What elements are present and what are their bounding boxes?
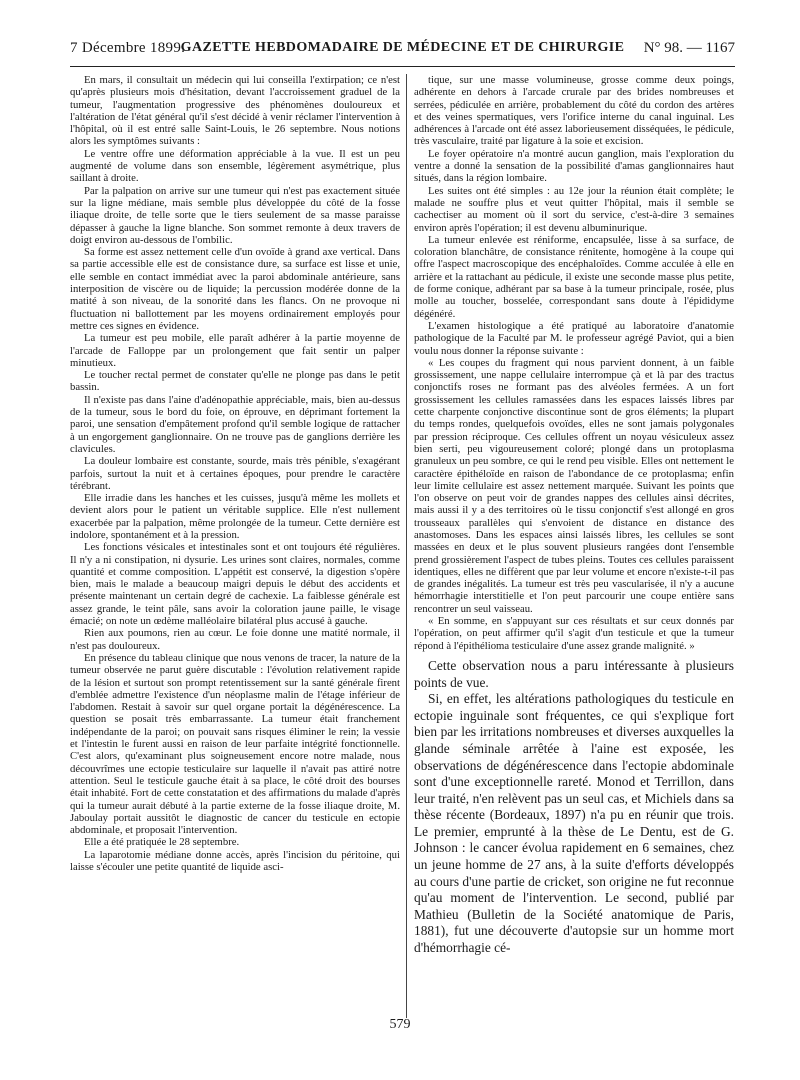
journal-title: GAZETTE HEBDOMADAIRE DE MÉDECINE ET DE CHIRURGIE xyxy=(180,40,625,55)
paragraph: Il n'existe pas dans l'aine d'adénopathie appréciable, mais, bien au-dessus de la tumeur, sous le bord du foie, on éprouve, en déprimant fortement la paroi, une sensation d'empâtement profond qu'il semble logique de rattacher à un engorgement ganglionnaire. On ne trouve pas de ganglions derrière les clavicules. xyxy=(70,393,400,455)
paragraph: L'examen histologique a été pratiqué au laboratoire d'anatomie pathologique de la Faculté par M. le professeur agrégé Paviot, qui a bien voulu nous donner la réponse suivante : xyxy=(414,319,734,357)
paragraph: Les suites ont été simples : au 12e jour la réunion était complète; le malade ne souffre plus et veut quitter l'hôpital, mais il semble se cachectiser au moment où il sort du service, c'est-à-dire 3 semaines environ après l'opération; il est devenu albuminurique. xyxy=(414,184,734,234)
quoted-paragraph: « En somme, en s'appuyant sur ces résultats et sur ceux donnés par l'opération, on peut affirmer qu'il s'agit d'un testicule et que la tumeur répond à l'épithélioma testiculaire d'une assez grande malignité. » xyxy=(414,615,734,652)
paragraph: La tumeur est peu mobile, elle paraît adhérer à la partie moyenne de l'arcade de Falloppe par un prolongement que fait sentir un palper minutieux. xyxy=(70,332,400,369)
paragraph: Le toucher rectal permet de constater qu'elle ne plonge pas dans le petit bassin. xyxy=(70,369,400,394)
column-divider xyxy=(406,74,407,1018)
paragraph: Sa forme est assez nettement celle d'un ovoïde à grand axe vertical. Dans sa partie accessible elle est de consistance dure, sa surface est lisse et unie, elle semble en contact immédiat avec la paroi abdominale antérieure, sans interposition de viscère ou de liquide; la percussion modérée donne de la matité à son niveau, de la sonorité dans les flancs. On ne provoque ni fluctuation ni ballottement par les moyens ordinairement employés pour mettre ces signes en évidence. xyxy=(70,246,400,332)
paragraph: Si, en effet, les altérations pathologiques du testicule en ectopie inguinale sont fréquentes, ce qui s'explique fort bien par les irritations nombreuses et diverses auxquelles la glande séminale arrêtée à l'aine est exposée, les observations de dégénérescence dans l'ectopie abdominale sont d'une exceptionnelle rareté. Monod et Terrillon, dans leur traité, n'en relèvent pas un seul cas, et Michiels dans sa thèse récente (Bordeaux, 1897) n'a pu en réunir que trois. Le premier, emprunté à la thèse de Le Dentu, est de G. Johnson : le cancer évolua rapidement en 6 semaines, chez un jeune homme de 27 ans, à la suite d'efforts développés au cours d'une partie de cricket, son origine ne fut reconnue qu'au moment de l'intervention. Le second, publié par Mathieu (Bulletin de la Société anatomique de Paris, 1881), fut une découverte d'autopsie sur un homme mort d'hémorrhagie cé- xyxy=(414,691,734,956)
paragraph: En présence du tableau clinique que nous venons de tracer, la nature de la tumeur observée ne parut guère discutable : l'évolution relativement rapide de la lésion et surtout son prompt retentissement sur la santé générale firent d'emblée admettre l'existence d'un néoplasme malin de l'étage inférieur de l'abdomen. Restait à savoir sur quel organe portait la dégénérescence. La question se posait très embarrassante. La tumeur était franchement indépendante de la paroi; on pouvait sans risques éliminer le rein; la vessie et l'intestin le furent aussi en raison de leur parfaite intégrité fonctionnelle. C'est alors, qu'examinant plus soigneusement encore notre malade, nous découvrîmes une ectopie testiculaire sur laquelle il n'avait pas attiré notre attention. Seul le testicule gauche était à sa place, le côté droit des bourses était inhabité. Fort de cette constatation et des affirmations du malade d'après qui la tumeur aurait débuté à la partie externe de la fosse iliaque droite, M. Jaboulay portait aussitôt le diagnostic de cancer du testicule en ectopie abdominale, et proposait l'intervention. xyxy=(70,651,400,837)
paragraph: Les fonctions vésicales et intestinales sont et ont toujours été régulières. Il n'y a ni constipation, ni dysurie. Les urines sont claires, normales, comme quantité et comme composition. L'appétit est conservé, la digestion s'opère bien, mais le malade a beaucoup maigri depuis le début des accidents et présente maintenant un certain degré de cachexie. La faiblesse générale est assez grande, le teint pâle, sans avoir la coloration jaune paille, le visage émacié; on note un œdème malléolaire bilatéral plus accusé à gauche. xyxy=(70,541,400,628)
paragraph: En mars, il consultait un médecin qui lui conseilla l'extirpation; ce n'est qu'après plusieurs mois d'hésitation, devant l'accroissement graduel de la tumeur, l'augmentation progressive des phénomènes douloureux et l'altération de l'état général qu'il s'est décidé à venir réclamer l'intervention à l'hôpital, où il est entré salle Saint-Louis, le 26 septembre. Nous notions alors les symptômes suivants : xyxy=(70,74,400,148)
paragraph: La tumeur enlevée est réniforme, encapsulée, lisse à sa surface, de coloration blanchâtre, de consistance rénitente, homogène à la coupe qui offre l'aspect macroscopique des encéphaloïdes. Comme acculée à elle en arrière et la rattachant au pédicule, il existe une seconde masse plus petite, de forme conique, adhérant par sa base à la tumeur principale, rosée, plus molle au toucher, bosselée, correspondant sans doute à l'épididyme dégénéré. xyxy=(414,233,734,320)
left-column xyxy=(70,74,400,1018)
header-rule xyxy=(70,66,735,67)
paragraph: Rien aux poumons, rien au cœur. Le foie donne une matité normale, il n'est pas douloureux. xyxy=(70,627,400,652)
issue-date: 7 Décembre 1899. xyxy=(70,40,186,56)
paragraph: Elle a été pratiquée le 28 septembre. xyxy=(84,836,240,849)
paragraph: Le foyer opératoire n'a montré aucun ganglion, mais l'exploration du ventre a donné la sensation de la possibilité d'amas ganglionnaires haut situés, dans la région lombaire. xyxy=(414,147,734,185)
page-header xyxy=(70,38,735,60)
right-column xyxy=(414,74,734,1018)
paragraph: Elle irradie dans les hanches et les cuisses, jusqu'à même les mollets et devient alors pour le patient un véritable supplice. Elle n'est nullement exacerbée par la palpation, même prolongée de la tumeur. Cette dernière est indolore, spontanément et à la pression. xyxy=(70,492,400,541)
paragraph: La douleur lombaire est constante, sourde, mais très pénible, s'exagérant parfois, surtout la nuit et à certaines époques, pour prendre le caractère térébrant. xyxy=(70,455,400,492)
quoted-paragraph: « Les coupes du fragment qui nous parvient donnent, à un faible grossissement, une nappe cellulaire interrompue çà et là par des tractus conjonctifs roses ne formant pas des alvéoles fermées. A un fort grossissement les cellules ramassées dans les espaces laissés libres par cette charpente conjonctive discontinue sont de gros éléments; la plupart du temps rondes, quelquefois ovoïdes, elles ne sont jamais polygonales par pression réciproque. Ces cellules offrent un noyau vésiculeux assez bien serti, peu vigoureusement coloré; plongé dans un protoplasma granuleux un peu sombre, ce qui le rend peu visible. Elles ont nettement le caractère épithéloïde en raison de l'abondance de ce protoplasma; enfin leur limite cellulaire est assez nettement marquée. Suivant les points que l'on observe on peut voir de grandes nappes des cellules ainsi décrites, mais aussi il y a des territoires où le tissu conjonctif s'est allongé en gros trousseaux parallèles qui s'envoient de distance en distance des anastomoses. Dans les espaces ainsi laissés libres, les cellules se sont massées en deux et le plus souvent plusieurs rangées dont l'ensemble prend grossièrement l'aspect de tubes pleins. Toutes ces cellules paraissent identiques, elles ne diffèrent que par leur volume et encore n'existe-t-il pas de grandes inégalités. La tumeur est très peu vascularisée, il n'y a aucune hémorrhagie interstitielle et l'on peut parcourir une coupe entière sans rencontrer un seul vaisseau. xyxy=(414,356,734,615)
issue-number: N° 98. — 1167 xyxy=(643,40,735,56)
paragraph: tique, sur une masse volumineuse, grosse comme deux poings, adhérente en dehors à l'arcade crurale par des brides nombreuses et serrées, pédiculée en arrière, probablement du côté du cordon des artères et des veines spermatiques, vers l'orifice interne du canal inguinal. Les adhérences à l'arcade ont été assez laborieusement disséquées, le pédicule, très vasculaire, traité par ligature à la soie et excision. xyxy=(414,74,734,148)
page-number: 579 xyxy=(389,1017,411,1032)
paragraph: Cette observation nous a paru intéressante à plusieurs points de vue. xyxy=(414,657,734,690)
paragraph: Par la palpation on arrive sur une tumeur qui n'est pas exactement située sur la ligne médiane, mais semble plus développée du côté de la fosse iliaque droite, de telle sorte que le tiers seulement de sa masse paraisse dépasser à gauche la ligne blanche. Son sommet remonte à deux travers de doigt environ au-dessous de l'ombilic. xyxy=(70,184,400,246)
paragraph: Le ventre offre une déformation appréciable à la vue. Il est un peu augmenté de volume dans son ensemble, légèrement asymétrique, plus saillant à droite. xyxy=(70,147,400,185)
paragraph: La laparotomie médiane donne accès, après l'incision du péritoine, qui laisse s'écouler une petite quantité de liquide asci- xyxy=(70,848,400,873)
discussion-section xyxy=(414,658,734,957)
